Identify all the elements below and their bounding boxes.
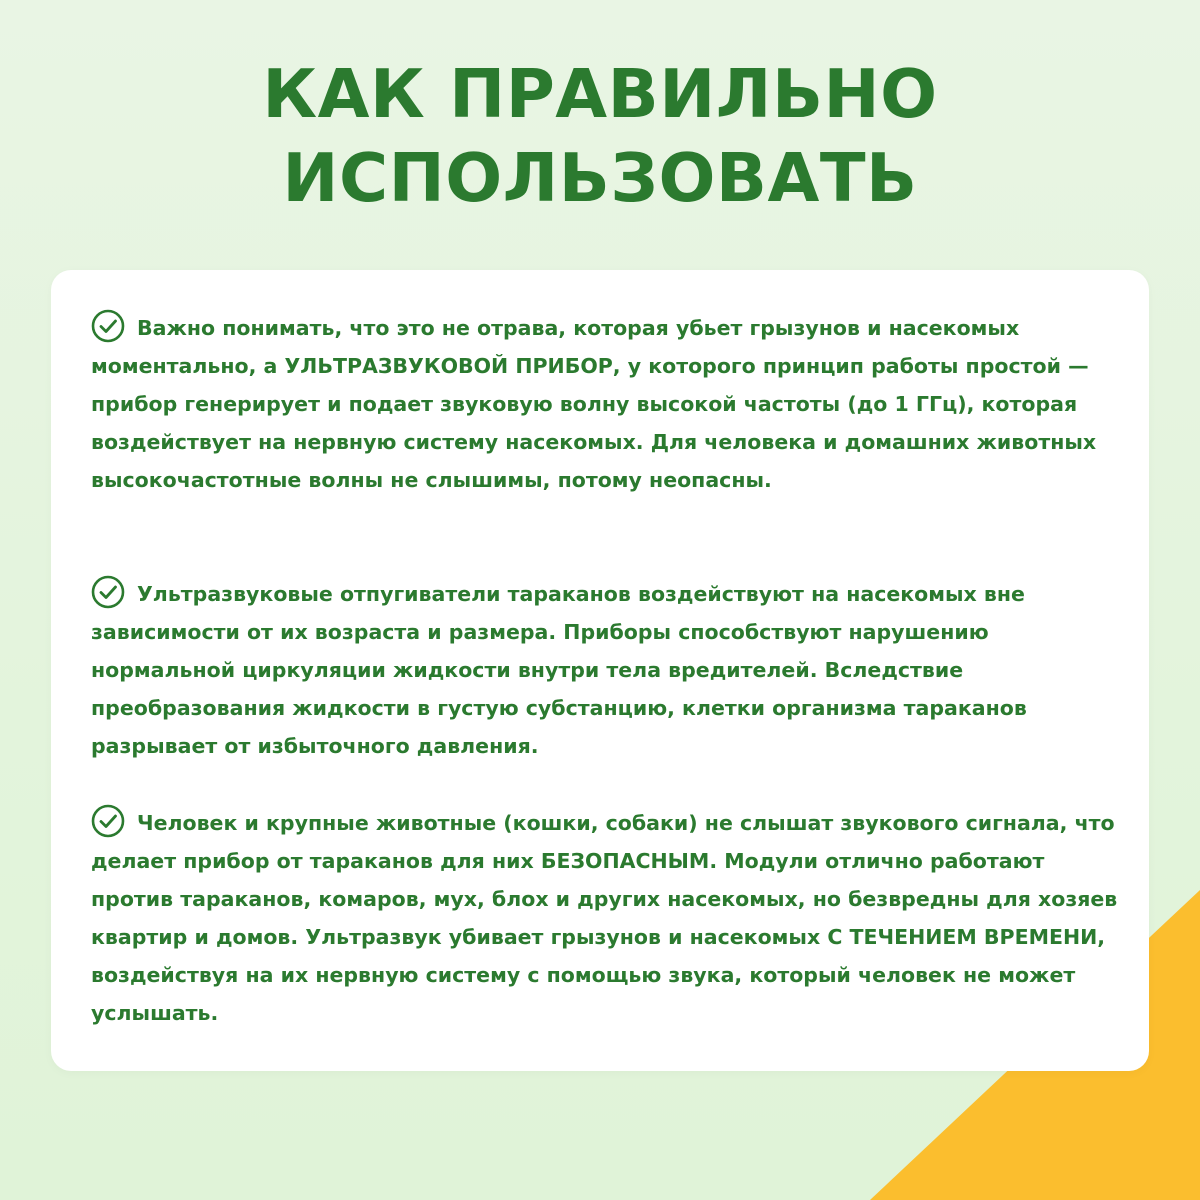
info-card xyxy=(51,270,1149,1071)
paragraph-text: Важно понимать, что это не отрава, которая убьет грызунов и насекомых моментально, а УЛЬТРАЗВУКОВОЙ ПРИБОР, у которого принцип работы простой — прибор генерирует и подает звуковую волну высокой частоты (до 1 ГГц), которая воздействует на нервную систему насекомых. Для человека и домашних животных высокочастотные волны не слышимы, потому неопасны. xyxy=(91,316,1097,492)
check-circle-icon xyxy=(91,804,125,838)
page-title xyxy=(0,52,1200,220)
check-circle-icon xyxy=(91,309,125,343)
title-line-2: ИСПОЛЬЗОВАТЬ xyxy=(282,139,918,217)
title-line-1: КАК ПРАВИЛЬНО xyxy=(262,55,938,133)
paragraph-text: Ультразвуковые отпугиватели тараканов воздействуют на насекомых вне зависимости от их возраста и размера. Приборы способствуют нарушению нормальной циркуляции жидкости внутри тела вредителей. Вследствие преобразования жидкости в густую субстанцию, клетки организма тараканов разрывает от избыточного давления. xyxy=(91,582,1027,758)
info-paragraph-2 xyxy=(91,575,1121,765)
paragraph-text: Человек и крупные животные (кошки, собаки) не слышат звукового сигнала, что делает прибор от тараканов для них БЕЗОПАСНЫМ. Модули отлично работают против тараканов, комаров, мух, блох и других насекомых, но безвредны для хозяев квартир и домов. Ультразвук убивает грызунов и насекомых С ТЕЧЕНИЕМ ВРЕМЕНИ, воздействуя на их нервную систему с помощью звука, который человек не может услышать. xyxy=(91,811,1118,1025)
check-circle-icon xyxy=(91,575,125,609)
info-paragraph-3 xyxy=(91,804,1121,1032)
info-paragraph-1 xyxy=(91,309,1121,499)
